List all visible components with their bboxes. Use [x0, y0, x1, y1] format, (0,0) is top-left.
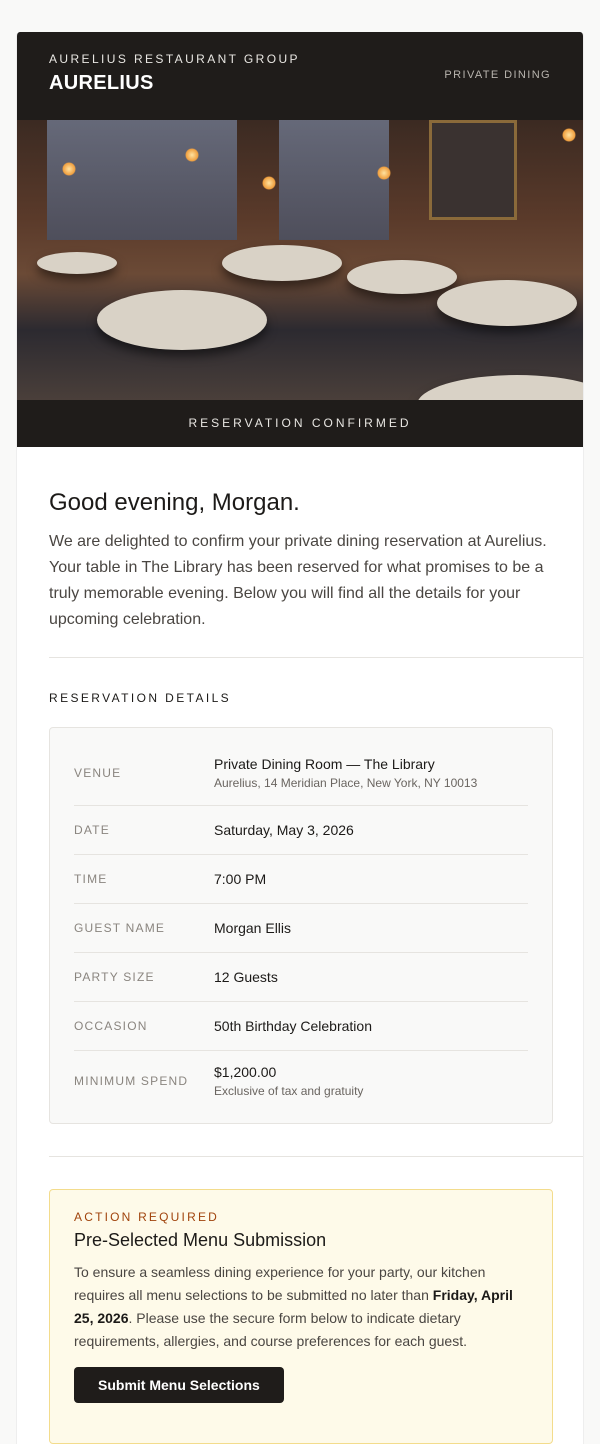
- email-card: [16, 32, 584, 1444]
- detail-value: Morgan Ellis: [214, 920, 292, 936]
- detail-label: PARTY SIZE: [74, 970, 155, 984]
- group-name: AURELIUS RESTAURANT GROUP: [49, 52, 300, 66]
- action-title: Pre-Selected Menu Submission: [74, 1230, 327, 1250]
- detail-label: VENUE: [74, 765, 122, 780]
- detail-label: DATE: [74, 823, 110, 837]
- section-title: RESERVATION DETAILS: [49, 691, 232, 705]
- detail-value: Saturday, May 3, 2026: [214, 822, 354, 838]
- submit-menu-button[interactable]: Submit Menu Selections: [74, 1367, 284, 1403]
- detail-row-party: [74, 953, 528, 1002]
- action-text-2: . Please use the secure form below to indicate dietary requirements, allergies, and course preferences for each guest.: [74, 1310, 467, 1349]
- detail-row-guest: [74, 904, 528, 953]
- detail-value: $1,200.00: [214, 1064, 277, 1080]
- spend-note: Exclusive of tax and gratuity: [214, 1084, 364, 1098]
- detail-value: 12 Guests: [214, 969, 278, 985]
- action-label: ACTION REQUIRED: [74, 1210, 220, 1224]
- brand-logo: AURELIUS: [49, 72, 154, 94]
- venue-address: Aurelius, 14 Meridian Place, New York, NY 10013: [214, 775, 478, 790]
- detail-value: 50th Birthday Celebration: [214, 1018, 372, 1034]
- detail-label: GUEST NAME: [74, 921, 166, 935]
- detail-label: TIME: [74, 872, 108, 886]
- detail-value: 7:00 PM: [214, 871, 267, 887]
- detail-row-min-spend: [74, 1051, 528, 1111]
- detail-row-time: [74, 855, 528, 904]
- header-tag: PRIVATE DINING: [444, 69, 551, 81]
- intro-text: We are delighted to confirm your private dining reservation at Aurelius. Your table in The Library has been reserved for what promises to be a truly memorable evening. Below you will find all the details for your upcoming celebration.: [49, 533, 547, 628]
- detail-value: Private Dining Room — The Library: [214, 755, 435, 772]
- action-text-1: To ensure a seamless dining experience for your party, our kitchen requires all menu selections to be submitted no later than: [74, 1264, 486, 1303]
- detail-row-venue: [74, 740, 528, 806]
- reservation-details: [49, 727, 553, 1124]
- greeting: Good evening, Morgan.: [49, 489, 300, 516]
- detail-row-date: [74, 806, 528, 855]
- email-header: [17, 32, 583, 120]
- divider: [49, 657, 583, 658]
- detail-row-occasion: [74, 1002, 528, 1051]
- confirmation-banner: RESERVATION CONFIRMED: [17, 400, 583, 447]
- action-text: [74, 1261, 528, 1353]
- divider: [49, 1156, 583, 1157]
- deadline: Friday, April 25, 2026: [74, 1287, 513, 1326]
- detail-label: MINIMUM SPEND: [74, 1074, 189, 1088]
- detail-label: OCCASION: [74, 1019, 148, 1033]
- action-required-box: [49, 1189, 553, 1444]
- wall-art: [429, 120, 517, 220]
- restaurant-hero-image: [17, 120, 583, 400]
